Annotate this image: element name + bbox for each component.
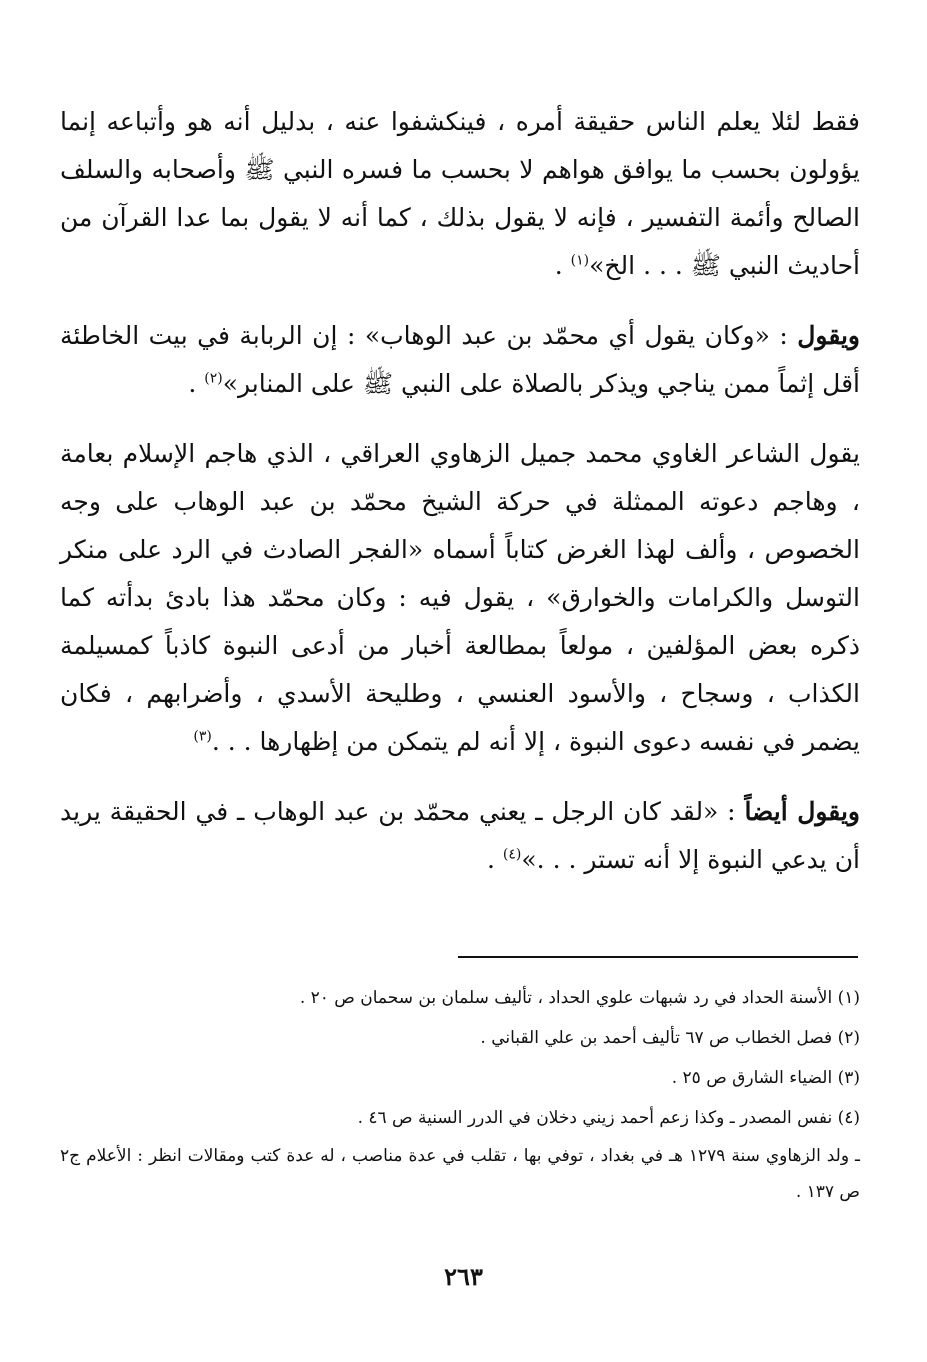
paragraph-2 [60,312,860,408]
paragraph-lead: ويقول أيضاً [744,797,860,826]
page-number: ٢٦٣ [444,1262,483,1291]
footnote-1: (١) الأسنة الحداد في رد شبهات علوي الحداد ، تأليف سلمان بن سحمان ص ٢٠ . [299,988,860,1008]
main-text [60,98,860,906]
footnotes [60,978,860,1210]
paragraph-4 [60,788,860,884]
paragraph-tail: . [188,369,205,398]
footnote-ref: (٤) [502,846,522,863]
footnote-divider [458,956,858,958]
paragraph-text: : «لقد كان الرجل ـ يعني محمّد بن عبد الوهاب ـ في الحقيقة يريد أن يدعي النبوة إلا أنه تستر . . .» [60,797,860,874]
footnote-note: ـ ولد الزهاوي سنة ١٢٧٩ هـ في بغداد ، توفي بها ، تقلب في عدة مناصب ، له عدة كتب ومقالات انظر : الأعلام ج٢ ص ١٣٧ . [60,1146,861,1202]
paragraph-text: فقط لئلا يعلم الناس حقيقة أمره ، فينكشفوا عنه ، بدليل أنه هو وأتباعه إنما يؤولون بحسب ما يوافق هواهم لا بحسب ما فسره النبي ﷺ وأصحابه والسلف الصالح وأئمة التفسير ، فإنه لا يقول بذلك ، كما أنه لا يقول بما عدا القرآن من أحاديث النبي ﷺ . . . الخ» [60,107,860,280]
paragraph-tail: . [487,845,503,874]
footnote-ref: (١) [570,252,590,269]
footnote-ref: (٢) [204,370,223,387]
paragraph-text: : «وكان يقول أي محمّد بن عبد الوهاب» : إن الربابة في بيت الخاطئة أقل إثماً ممن يناجي ويذكر بالصلاة على النبي ﷺ على المنابر» [60,321,860,398]
paragraph-1 [60,98,860,290]
footnote-ref: (٣) [193,728,212,745]
paragraph-lead: ويقول [797,321,860,350]
paragraph-tail: . [554,251,571,280]
footnote-2: (٢) فصل الخطاب ص ٦٧ تأليف أحمد بن علي القباني . [480,1028,860,1048]
paragraph-3 [60,430,860,766]
paragraph-text: يقول الشاعر الغاوي محمد جميل الزهاوي العراقي ، الذي هاجم الإسلام بعامة ، وهاجم دعوته الممثلة في حركة الشيخ محمّد بن عبد الوهاب على وجه الخصوص ، وألف لهذا الغرض كتاباً أسماه «الفجر الصادث في الرد على منكر التوسل والكرامات والخوارق» ، يقول فيه : وكان محمّد هذا بادئ بدأته كما ذكره بعض المؤلفين ، مولعاً بمطالعة أخبار من أدعى النبوة كاذباً كمسيلمة الكذاب ، وسجاح ، والأسود العنسي ، وطليحة الأسدي ، وأضرابهم ، فكان يضمر في نفسه دعوى النبوة ، إلا أنه لم يتمكن من إظهارها . . . [60,439,860,756]
footnote-3: (٣) الضياء الشارق ص ٢٥ . [671,1068,860,1088]
footnote-4: (٤) نفس المصدر ـ وكذا زعم أحمد زيني دخلان في الدرر السنية ص ٤٦ . [357,1108,860,1128]
